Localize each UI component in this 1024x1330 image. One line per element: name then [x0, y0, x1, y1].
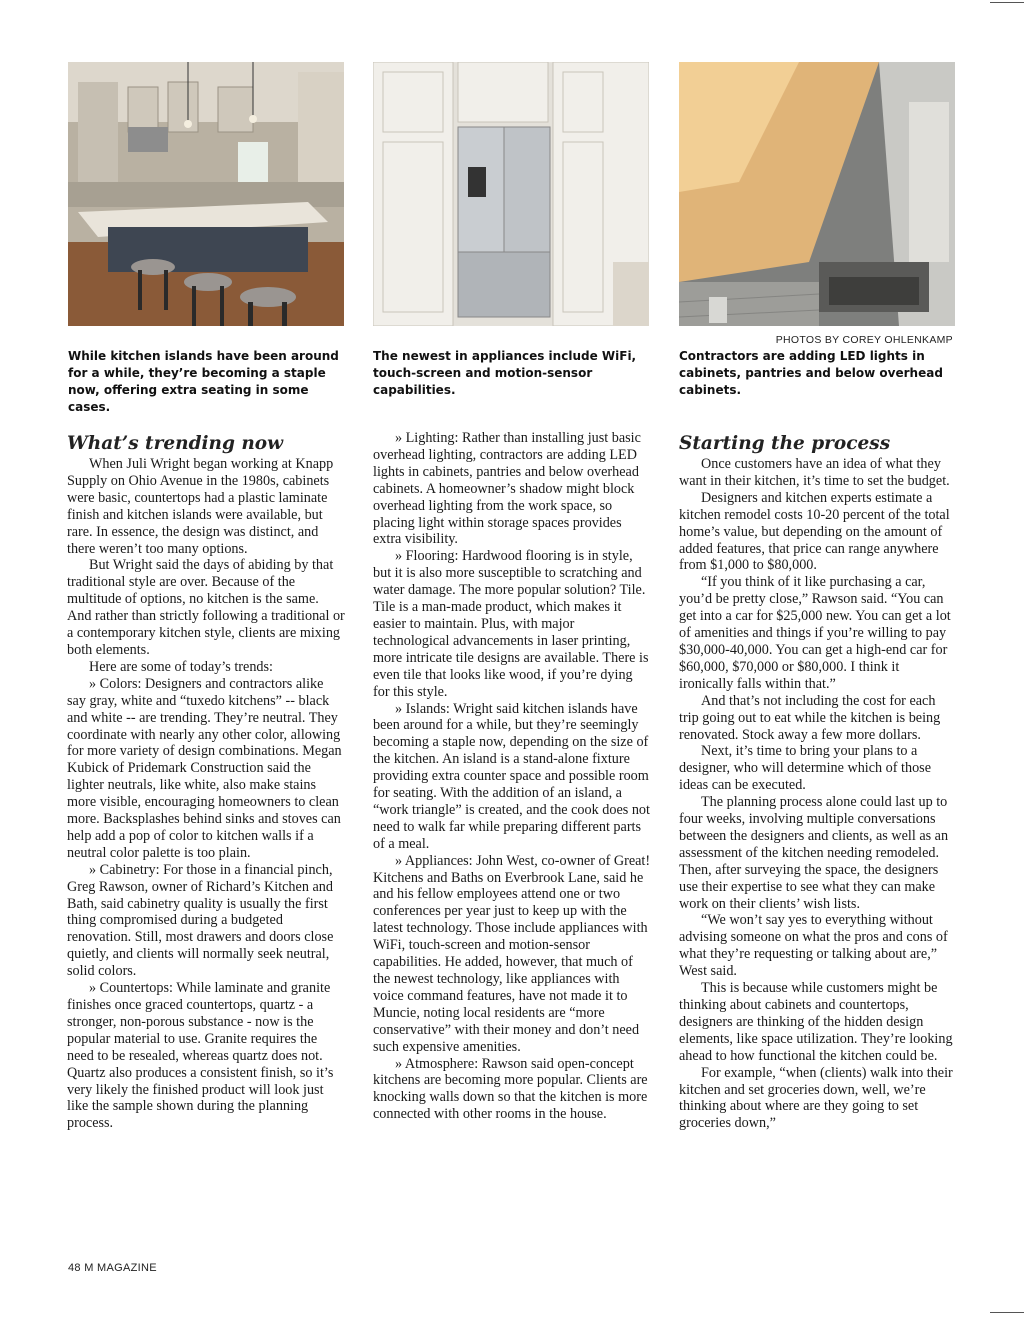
paragraph: » Countertops: While laminate and granite finishes once graced countertops, quartz - a stronger, non-porous substance - now is the popular material to use. Granite requires the need to be resealed, whereas quartz does not. Quartz also produces a consistent finish, so it’s very likely the finished product will look just like the sample shown during the planning process. — [67, 980, 334, 1132]
refrigerator-photo — [373, 62, 649, 326]
paragraph: » Islands: Wright said kitchen islands have been around for a while, but they’re seemingly becoming a staple now, depending on the size of the kitchen. An island is a stand-alone fixture providing extra counter space and possible room for seating. With the addition of an island, a “work triangle” is created, and the cook does not need to walk far while preparing different parts of a meal. — [373, 700, 650, 852]
paragraph: » Flooring: Hardwood flooring is in style, but it is also more susceptible to scratching and water damage. The more popular solution? Tile. Tile is a man-made product, which makes it easier to maintain. Plus, with major technological advancements in laser printing, more intricate tile designs are available. There is even tile that looks like wood, if you’re dying for this style. — [373, 548, 649, 700]
paragraph: “We won’t say yes to everything without advising someone on what the pros and cons of what they’re requesting or talking about are,” West said. — [679, 912, 948, 980]
section-heading-trending: What’s trending now — [67, 433, 284, 454]
paragraph: Once customers have an idea of what they want in their kitchen, it’s time to set the budget. — [679, 456, 950, 489]
paragraph: Here are some of today’s trends: — [89, 658, 273, 675]
paragraph: Next, it’s time to bring your plans to a designer, who will determine which of those ideas can be executed. — [679, 743, 931, 794]
paragraph: “If you think of it like purchasing a car, you’d be pretty close,” Rawson said. “You can get into a car for $25,000 new. You can get a lot of amenities and things if you’re willing to pay $30,000-40,000. You can get a high-end car for $60,000, $70,000 or $80,000. I think it ironically falls within that.” — [679, 574, 951, 692]
section-heading-process: Starting the process — [679, 433, 891, 454]
paragraph: When Juli Wright began working at Knapp Supply on Ohio Avenue in the 1980s, cabinets were basic, countertops had a plastic laminate finish and kitchen islands were available, but rare. In essence, the design was distinct, and there weren’t too many options. — [67, 456, 334, 557]
paragraph: But Wright said the days of abiding by that traditional style are over. Because of the multitude of options, no kitchen is the same. And rather than strictly following a traditional or a contemporary kitchen style, clients are mixing both elements. — [67, 557, 345, 658]
paragraph: Designers and kitchen experts estimate a kitchen remodel costs 10-20 percent of the total home’s value, but depending on the amount of added features, that price can range anywhere from $1,000 to $80,000. — [679, 489, 950, 574]
paragraph: » Colors: Designers and contractors alike say gray, white and “tuxedo kitchens” -- black and white -- are trending. They’re neutral. They coordinate with nearly any other color, allowing for more variety of design combinations. Megan Kubick of Pridemark Construction said the lighter neutrals, like white, also make stains more visible, encouraging homeowners to clean more. Backsplashes behind sinks and stoves can help add a pop of color to kitchen walls if a neutral color palette is too plain. — [67, 675, 342, 861]
paragraph: » Appliances: John West, co-owner of Great! Kitchens and Baths on Everbrook Lane, said he and his fellow employees attend one or two conferences per year just to keep up with the latest technology. Those include appliances with WiFi, touch-screen and motion-sensor capabilities. He added, however, that much of the newest technology, like appliances with voice command features, have not made it to Muncie, noting local residents are “more conservative” with their money and don’t need such expensive amenities. — [373, 852, 651, 1055]
paragraph: » Lighting: Rather than installing just basic overhead lighting, contractors are adding LED lights in cabinets, pantries and below overhead cabinets. A homeowner’s shadow might block overhead lighting from the work space, so placing light within storage spaces provides extra visibility. — [373, 430, 641, 548]
paragraph: » Atmosphere: Rawson said open-concept kitchens are becoming more popular. Clients are knocking walls down so that the kitchen is more connected with other rooms in the house. — [373, 1055, 648, 1123]
led-lighting-photo — [679, 62, 955, 326]
photo-caption-lighting: Contractors are adding LED lights in cabinets, pantries and below overhead cabinets. — [679, 349, 943, 397]
photo-caption-island: While kitchen islands have been around for a while, they’re becoming a staple now, offering extra seating in some cases. — [68, 349, 339, 414]
paragraph: The planning process alone could last up to four weeks, involving multiple conversations between the designers and clients, as well as an assessment of the kitchen needing remodeled. Then, after surveying the space, the designers use their expertise to see what they can make work on their clients’ wish lists. — [679, 794, 949, 912]
article-column-2 — [373, 430, 651, 1123]
article-column-3 — [679, 430, 957, 1132]
photo-credit: PHOTOS BY COREY OHLENKAMP — [775, 334, 953, 346]
corner-rule-top — [990, 2, 1024, 3]
paragraph: » Cabinetry: For those in a financial pinch, Greg Rawson, owner of Richard’s Kitchen and Bath, said cabinetry quality is usually the first thing compromised during a budgeted renovation. Still, most drawers and doors close quietly, and clients will normally seek neutral, solid colors. — [67, 861, 334, 980]
paragraph: For example, “when (clients) walk into their kitchen and set groceries down, well, we’re thinking about where are they going to set groceries down,” — [679, 1064, 953, 1132]
corner-rule-bottom — [990, 1312, 1024, 1313]
page-folio: 48 M MAGAZINE — [68, 1262, 157, 1274]
paragraph: And that’s not including the cost for each trip going out to eat while the kitchen is being renovated. Stock away a few more dollars. — [679, 692, 941, 743]
article-column-1 — [67, 430, 345, 1132]
kitchen-island-photo — [68, 62, 344, 326]
paragraph: This is because while customers might be thinking about cabinets and countertops, designers are thinking of the hidden design elements, like space utilization. They’re looking ahead to how functional the kitchen could be. — [679, 980, 953, 1064]
photo-caption-appliances: The newest in appliances include WiFi, touch-screen and motion-sensor capabilities. — [373, 349, 637, 397]
